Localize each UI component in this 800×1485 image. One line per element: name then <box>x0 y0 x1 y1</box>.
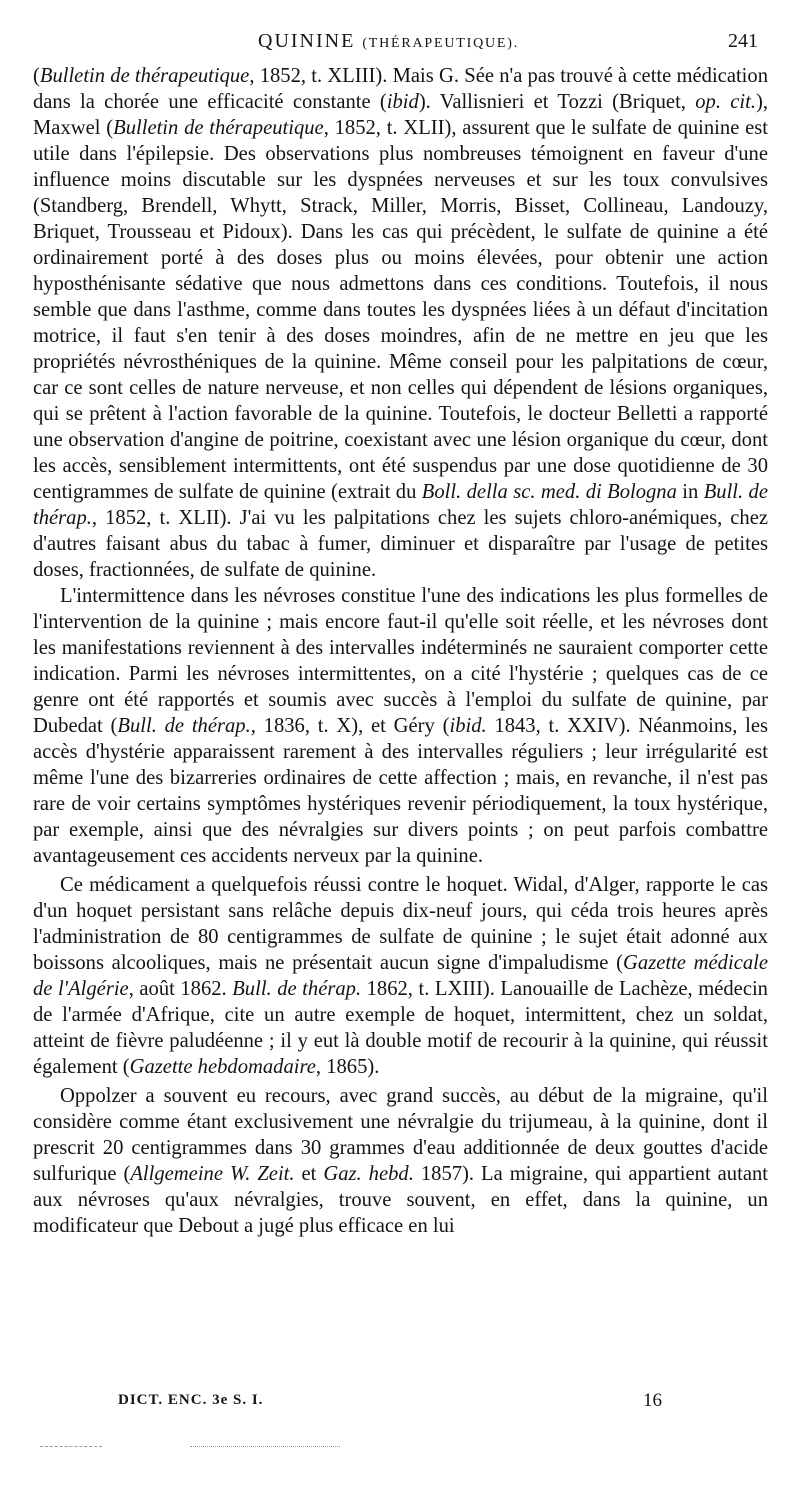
text-run: ( <box>33 65 40 87</box>
text-run: , 1865). <box>315 1056 380 1078</box>
citation-italic: Gazette médicale de l'Algérie <box>33 952 769 1000</box>
text-run: , 1852, t. XLII). J'ai vu les palpitations chez les sujets chloro-anémiques, chez d'autres faisant abus du tabac à fumer, diminuer et disparaître par l'usage de petites doses, fractionnées, de sulfate de quinine. <box>33 507 768 581</box>
running-head-title-sub: (THÉRAPEUTIQUE). <box>362 36 520 51</box>
paragraph <box>33 583 768 869</box>
paragraph <box>33 63 768 583</box>
citation-italic: Bull. de thérap. <box>232 978 362 1000</box>
text-run: 1862, t. LXIII). Lanouaille de Lachèze, médecin de l'armée d'Afrique, cite un autre exemple de hoquet, intermittent, chez un soldat, atteint de fièvre paludéenne ; il y eut là double motif de recourir à la quinine, qui réussit également ( <box>33 978 768 1078</box>
paragraph <box>33 1083 768 1239</box>
paragraph <box>33 872 768 1080</box>
text-run: , août 1862. <box>128 978 233 1000</box>
citation-italic: Allgemeine W. Zeit. <box>130 1163 295 1185</box>
text-run: Ce médicament a quelquefois réussi contre le hoquet. Widal, d'Alger, rapporte le cas d'un hoquet persistant sans relâche depuis dix-neuf jours, qui céda trois heures après l'administration de 80 centigrammes de sulfate de quinine ; le sujet était adonné aux boissons alcooliques, mais ne présentait aucun signe d'impaludisme ( <box>33 874 768 974</box>
citation-italic: ibid. <box>449 715 487 737</box>
citation-italic: ibid <box>386 91 419 113</box>
citation-italic: Gazette hebdomadaire <box>129 1056 316 1078</box>
page-number: 241 <box>728 30 758 52</box>
text-run: 1843, t. XXIV). Néanmoins, les accès d'hystérie apparaissent rarement à des intervalles réguliers ; leur irrégularité est même l'une des bizarreries ordinaires de cette affection ; mais, en revanche, il n'est pas rare de voir certains symptômes hystériques revenir périodiquement, la toux hystérique, par exemple, ainsi que des névralgies sur divers points ; on peut parfois combattre avantageusement ces accidents nerveux par la quinine. <box>33 715 768 867</box>
citation-italic: Bulletin de thérapeutique <box>39 65 250 87</box>
printer-signature: DICT. ENC. 3e S. I. <box>118 1392 264 1408</box>
body-text <box>33 63 768 1239</box>
text-run: ), Maxwel ( <box>33 91 769 139</box>
text-run: et <box>294 1163 324 1185</box>
citation-italic: Bull. de thérap. <box>117 715 251 737</box>
citation-italic: Gaz. hebd. <box>323 1163 414 1185</box>
text-run: , 1852, t. XLIII). Mais G. Sée n'a pas trouvé à cette médication dans la chorée une efficacité constante ( <box>33 65 768 113</box>
sheet-number: 16 <box>643 1390 662 1411</box>
text-run: L'intermittence dans les névroses constitue l'une des indications les plus formelles de l'intervention de la quinine ; mais encore faut-il qu'elle soit réelle, et les névroses dont les manifestations reviennent à des intervalles indéterminés ne sauraient comporter cette indication. Parmi les névroses intermittentes, on a cité l'hystérie ; quelques cas de ce genre ont été rapportés et soumis avec succès à l'emploi du sulfate de quinine, par Dubedat ( <box>33 585 768 737</box>
citation-italic: Bull. de thérap. <box>33 481 768 529</box>
citation-italic: Bulletin de thérapeutique <box>113 117 324 139</box>
page-footer <box>0 1392 800 1416</box>
citation-italic: Boll. della sc. med. di Bologna <box>421 481 677 503</box>
page-edge-smudge <box>40 1446 102 1448</box>
citation-italic: op. cit. <box>695 91 756 113</box>
text-run: , 1836, t. X), et Géry ( <box>250 715 450 737</box>
running-head-title <box>258 30 519 53</box>
text-run: 1857). La migraine, qui appartient autant aux névroses qu'aux névralgies, trouve souvent, en effet, dans la quinine, un modificateur que Debout a jugé plus efficace en lui <box>33 1163 768 1237</box>
text-run: ). Vallisnieri et Tozzi (Briquet, <box>418 91 696 113</box>
text-run: in <box>676 481 704 503</box>
text-run: , 1852, t. XLII), assurent que le sulfate de quinine est utile dans l'épilepsie. Des observations plus nombreuses témoignent en faveur d'une influence moins discutable sur les dyspnées nerveuses et sur les toux convulsives (Standberg, Brendell, Whytt, Strack, Miller, Morris, Bisset, Collineau, Landouzy, Briquet, Trousseau et Pidoux). Dans les cas qui précèdent, le sulfate de quinine a été ordinairement porté à des doses plus ou moins élevées, pour obtenir une action hyposthénisante sédative que nous admettons dans ces conditions. Toutefois, il nous semble que dans l'asthme, comme dans toutes les dyspnées liées à un défaut d'incitation motrice, il faut s'en tenir à des doses moindres, afin de ne mettre en jeu que les propriétés névrosthéniques de la quinine. Même conseil pour les palpitations de cœur, car ce sont celles de nature nerveuse, et non celles qui dépendent de lésions organiques, qui se prêtent à l'action favorable de la quinine. Toutefois, le docteur Belletti a rapporté une observation d'angine de poitrine, coexistant avec une lésion organique du cœur, dont les accès, sensiblement intermittents, ont été suspendus par une dose quotidienne de 30 centigrammes de sulfate de quinine (extrait du <box>33 117 768 503</box>
page-edge-smudge <box>190 1446 340 1448</box>
running-head <box>0 30 800 54</box>
text-run: Oppolzer a souvent eu recours, avec grand succès, au début de la migraine, qu'il considère comme étant exclusivement une névralgie du trijumeau, à la quinine, dont il prescrit 20 centigrammes dans 30 grammes d'eau additionnée de deux gouttes d'acide sulfurique ( <box>33 1085 768 1185</box>
running-head-title-main: QUININE <box>258 30 356 52</box>
